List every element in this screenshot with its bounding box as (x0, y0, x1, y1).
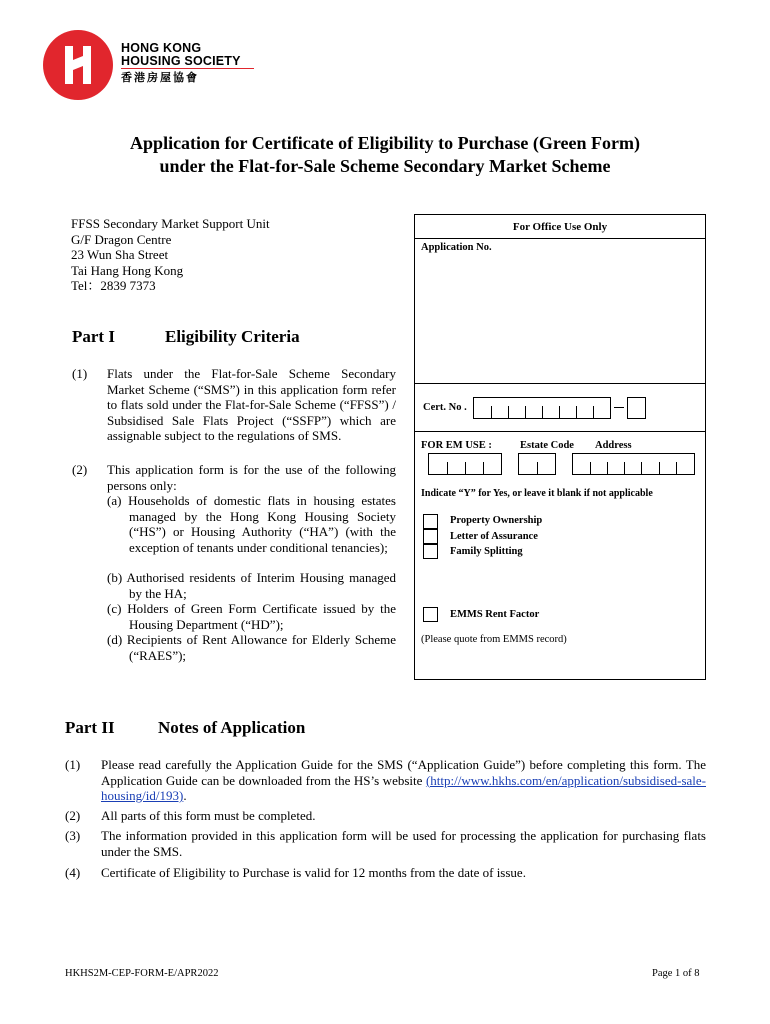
office-use-panel (414, 214, 706, 680)
tick (465, 462, 466, 474)
part2-label: Part II (65, 718, 115, 737)
part2-note4-text: Certificate of Eligibility to Purchase is valid for 12 months from the date of issue. (101, 865, 526, 880)
letter-of-assurance-label: Letter of Assurance (450, 531, 538, 542)
tick (491, 406, 492, 418)
part2-note1-number: (1) (65, 757, 81, 772)
part2-note3-text: The information provided in this application form will be used for processing the application for purchasing flats under the SMS. (101, 828, 706, 859)
estate-code-label: Estate Code (520, 440, 574, 451)
divider (415, 383, 705, 384)
tick (624, 462, 625, 474)
cert-no-label: Cert. No . (423, 402, 467, 413)
tick (542, 406, 543, 418)
part1-sub-d: (d) Recipients of Rent Allowance for Elderly Scheme (“RAES”); (107, 632, 396, 663)
org-name-line1: HONG KONG (121, 41, 202, 55)
estate-code-field-2[interactable] (518, 453, 556, 475)
property-ownership-checkbox[interactable] (423, 514, 438, 529)
tick (676, 462, 677, 474)
part2-note1 (101, 757, 706, 804)
part1-item1-text: Flats under the Flat-for-Sale Scheme Secondary Market Scheme (“SMS”) in this application form refer to flats sold under the Flat-for-Sale Scheme (“FFSS”) / Subsidised Sale Flats Project (“SSFP”) which are assignable subject to the regulations of SMS. (107, 366, 396, 443)
org-divider (121, 68, 254, 69)
application-guide-link[interactable]: (http://www.hkhs.com/en/application/subsidised-sale-housing/id/193) (101, 772, 706, 803)
address-code-field[interactable] (572, 453, 695, 475)
org-name-line2: HOUSING SOCIETY (121, 54, 241, 68)
tick (576, 406, 577, 418)
office-use-header: For Office Use Only (512, 221, 608, 233)
part1-label: Part I (72, 327, 115, 346)
emms-rent-factor-label: EMMS Rent Factor (450, 609, 540, 620)
tick (508, 406, 509, 418)
dash (614, 407, 624, 408)
part1-sub-c: (c) Holders of Green Form Certificate issued by the Housing Department (“HD”); (107, 601, 396, 632)
tick (607, 462, 608, 474)
tick (590, 462, 591, 474)
part1-sub-b: (b) Authorised residents of Interim Housing managed by the HA; (107, 570, 396, 601)
cert-no-field[interactable] (473, 397, 611, 419)
for-em-use-label: FOR EM USE : (421, 440, 492, 451)
cert-check-digit-field[interactable] (627, 397, 646, 419)
part1-item2-number: (2) (72, 462, 88, 477)
part2-note2-text: All parts of this form must be completed. (101, 808, 316, 823)
page-number: Page 1 of 8 (652, 968, 700, 979)
hkhs-logo-icon (43, 30, 113, 100)
part2-note2-number: (2) (65, 808, 81, 823)
part2-heading: Notes of Application (158, 718, 306, 737)
letter-of-assurance-checkbox[interactable] (423, 529, 438, 544)
indicate-instruction: Indicate “Y” for Yes, or leave it blank if not applicable (421, 488, 653, 499)
address-line: FFSS Secondary Market Support Unit (71, 216, 270, 231)
part2-note1-tail: . (183, 788, 187, 803)
address-line: Tai Hang Hong Kong (71, 262, 184, 278)
address-label: Address (595, 440, 632, 451)
family-splitting-label: Family Splitting (450, 546, 523, 557)
tick (641, 462, 642, 474)
emms-rent-factor-checkbox[interactable] (423, 607, 438, 622)
emms-note: (Please quote from EMMS record) (421, 634, 567, 645)
divider (415, 431, 705, 432)
unit-address (71, 216, 270, 294)
address-line: 23 Wun Sha Street (71, 247, 169, 262)
tick (447, 462, 448, 474)
tick (483, 462, 484, 474)
address-line: Tel：2839 7373 (71, 278, 156, 293)
tick (537, 462, 538, 474)
part1-item1-number: (1) (72, 366, 88, 381)
divider (415, 238, 705, 239)
property-ownership-label: Property Ownership (450, 515, 543, 526)
form-code: HKHS2M-CEP-FORM-E/APR2022 (65, 968, 219, 979)
page-title-line1: Application for Certificate of Eligibility to Purchase (Green Form) (130, 133, 640, 153)
family-splitting-checkbox[interactable] (423, 544, 438, 559)
tick (525, 406, 526, 418)
part1-heading: Eligibility Criteria (165, 327, 300, 346)
application-no-label: Application No. (421, 242, 492, 253)
org-name-chinese: 香港房屋協會 (121, 71, 199, 84)
tick (593, 406, 594, 418)
tick (559, 406, 560, 418)
tick (659, 462, 660, 474)
address-line: G/F Dragon Centre (71, 231, 172, 247)
part1-sub-a: (a) Households of domestic flats in housing estates managed by the Hong Kong Housing Society (“HS”) or Housing Authority (“HA”) (with the exception of tenants under conditional tenancies); (107, 493, 396, 555)
part2-note4-number: (4) (65, 865, 81, 880)
page-title-line2: under the Flat-for-Sale Scheme Secondary Market Scheme (159, 156, 611, 176)
part1-item2-text: This application form is for the use of the following persons only: (107, 462, 396, 493)
part2-note3-number: (3) (65, 828, 81, 843)
part2-note1-text: Please read carefully the Application Guide for the SMS (“Application Guide”) before completing this form. The Application Guide can be downloaded from the HS’s website (101, 757, 706, 788)
estate-code-field[interactable] (428, 453, 502, 475)
